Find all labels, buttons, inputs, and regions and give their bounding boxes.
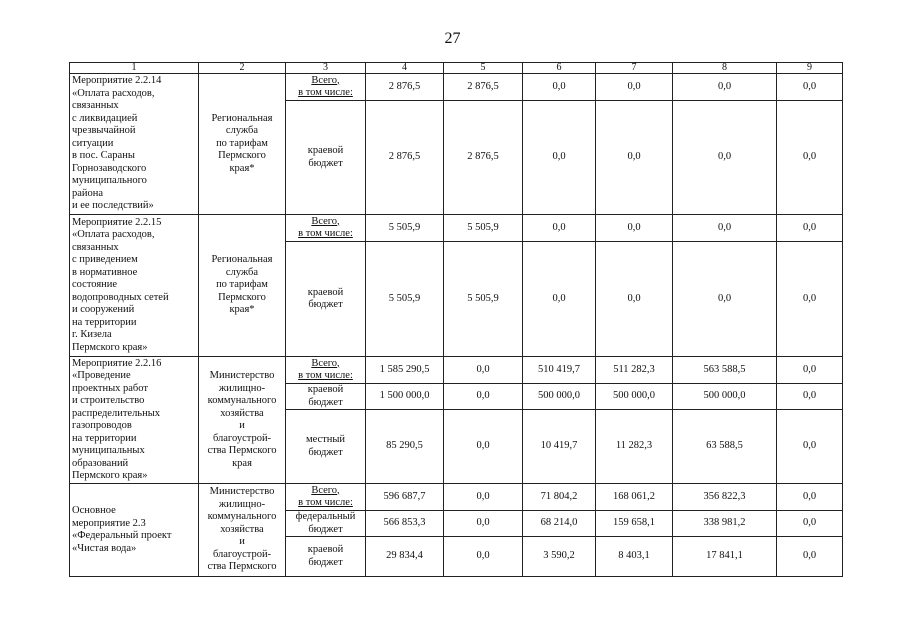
value-cell: 168 061,2 — [596, 484, 673, 511]
value-cell: 0,0 — [596, 215, 673, 242]
value-cell: 0,0 — [673, 101, 777, 215]
funding-source: краевой бюджет — [286, 537, 366, 577]
value-cell: 510 419,7 — [523, 357, 596, 384]
value-cell: 0,0 — [523, 101, 596, 215]
funding-source: местный бюджет — [286, 410, 366, 484]
value-cell: 0,0 — [523, 74, 596, 101]
value-cell: 0,0 — [777, 410, 843, 484]
value-cell: 2 876,5 — [366, 101, 444, 215]
value-cell: 1 500 000,0 — [366, 384, 444, 410]
value-cell: 0,0 — [777, 74, 843, 101]
budget-table — [69, 62, 843, 577]
value-cell: 338 981,2 — [673, 511, 777, 537]
column-header: 1 — [70, 63, 199, 74]
value-cell: 0,0 — [777, 357, 843, 384]
column-header: 8 — [673, 63, 777, 74]
value-cell: 0,0 — [673, 215, 777, 242]
value-cell: 17 841,1 — [673, 537, 777, 577]
value-cell: 0,0 — [523, 242, 596, 357]
value-cell: 0,0 — [444, 357, 523, 384]
page-number: 27 — [444, 30, 461, 47]
funding-source: Всего, в том числе: — [286, 74, 366, 101]
funding-source: Всего, в том числе: — [286, 357, 366, 384]
value-cell: 3 590,2 — [523, 537, 596, 577]
value-cell: 5 505,9 — [366, 242, 444, 357]
table-row — [70, 484, 843, 511]
column-header: 7 — [596, 63, 673, 74]
value-cell: 563 588,5 — [673, 357, 777, 384]
value-cell: 2 876,5 — [444, 101, 523, 215]
value-cell: 0,0 — [596, 74, 673, 101]
column-header: 2 — [199, 63, 286, 74]
value-cell: 0,0 — [777, 484, 843, 511]
value-cell: 0,0 — [444, 537, 523, 577]
column-number-row — [70, 63, 843, 74]
value-cell: 0,0 — [673, 74, 777, 101]
responsible-org: Министерство жилищно- коммунального хозяйства и благоустрой- ства Пермского края — [199, 357, 286, 484]
value-cell: 0,0 — [444, 384, 523, 410]
funding-source: краевой бюджет — [286, 101, 366, 215]
value-cell: 596 687,7 — [366, 484, 444, 511]
funding-source: краевой бюджет — [286, 384, 366, 410]
table-row — [70, 74, 843, 101]
value-cell: 71 804,2 — [523, 484, 596, 511]
column-header: 5 — [444, 63, 523, 74]
value-cell: 0,0 — [777, 384, 843, 410]
value-cell: 68 214,0 — [523, 511, 596, 537]
activity-name: Мероприятие 2.2.16 «Проведение проектных работ и строительство распределительных газопроводов на территории муниципальных образований Пермского края» — [70, 357, 199, 484]
value-cell: 0,0 — [777, 242, 843, 357]
value-cell: 85 290,5 — [366, 410, 444, 484]
value-cell: 11 282,3 — [596, 410, 673, 484]
column-header: 3 — [286, 63, 366, 74]
value-cell: 159 658,1 — [596, 511, 673, 537]
value-cell: 500 000,0 — [596, 384, 673, 410]
funding-source: Всего, в том числе: — [286, 215, 366, 242]
column-header: 4 — [366, 63, 444, 74]
value-cell: 0,0 — [777, 215, 843, 242]
value-cell: 356 822,3 — [673, 484, 777, 511]
responsible-org: Региональная служба по тарифам Пермского края* — [199, 215, 286, 357]
activity-name: Основное мероприятие 2.3 «Федеральный проект «Чистая вода» — [70, 484, 199, 577]
value-cell: 0,0 — [596, 242, 673, 357]
activity-name: Мероприятие 2.2.14 «Оплата расходов, связанных с ликвидацией чрезвычайной ситуации в пос. Сараны Горнозаводского муниципального района и ее последствий» — [70, 74, 199, 215]
funding-source: Всего, в том числе: — [286, 484, 366, 511]
funding-source: федеральный бюджет — [286, 511, 366, 537]
responsible-org: Министерство жилищно- коммунального хозяйства и благоустрой- ства Пермского — [199, 484, 286, 577]
column-header: 6 — [523, 63, 596, 74]
value-cell: 0,0 — [596, 101, 673, 215]
value-cell: 0,0 — [523, 215, 596, 242]
value-cell: 0,0 — [444, 410, 523, 484]
value-cell: 5 505,9 — [444, 215, 523, 242]
value-cell: 0,0 — [444, 484, 523, 511]
value-cell: 8 403,1 — [596, 537, 673, 577]
value-cell: 2 876,5 — [366, 74, 444, 101]
table-row — [70, 215, 843, 242]
value-cell: 0,0 — [777, 537, 843, 577]
value-cell: 500 000,0 — [523, 384, 596, 410]
value-cell: 5 505,9 — [444, 242, 523, 357]
value-cell: 1 585 290,5 — [366, 357, 444, 384]
table-row — [70, 357, 843, 384]
value-cell: 0,0 — [673, 242, 777, 357]
value-cell: 2 876,5 — [444, 74, 523, 101]
responsible-org: Региональная служба по тарифам Пермского края* — [199, 74, 286, 215]
value-cell: 0,0 — [777, 101, 843, 215]
activity-name: Мероприятие 2.2.15 «Оплата расходов, связанных с приведением в нормативное состояние водопроводных сетей и сооружений на территории г. Кизела Пермского края» — [70, 215, 199, 357]
value-cell: 566 853,3 — [366, 511, 444, 537]
value-cell: 0,0 — [777, 511, 843, 537]
value-cell: 29 834,4 — [366, 537, 444, 577]
value-cell: 63 588,5 — [673, 410, 777, 484]
value-cell: 0,0 — [444, 511, 523, 537]
value-cell: 500 000,0 — [673, 384, 777, 410]
funding-source: краевой бюджет — [286, 242, 366, 357]
column-header: 9 — [777, 63, 843, 74]
value-cell: 10 419,7 — [523, 410, 596, 484]
value-cell: 511 282,3 — [596, 357, 673, 384]
value-cell: 5 505,9 — [366, 215, 444, 242]
